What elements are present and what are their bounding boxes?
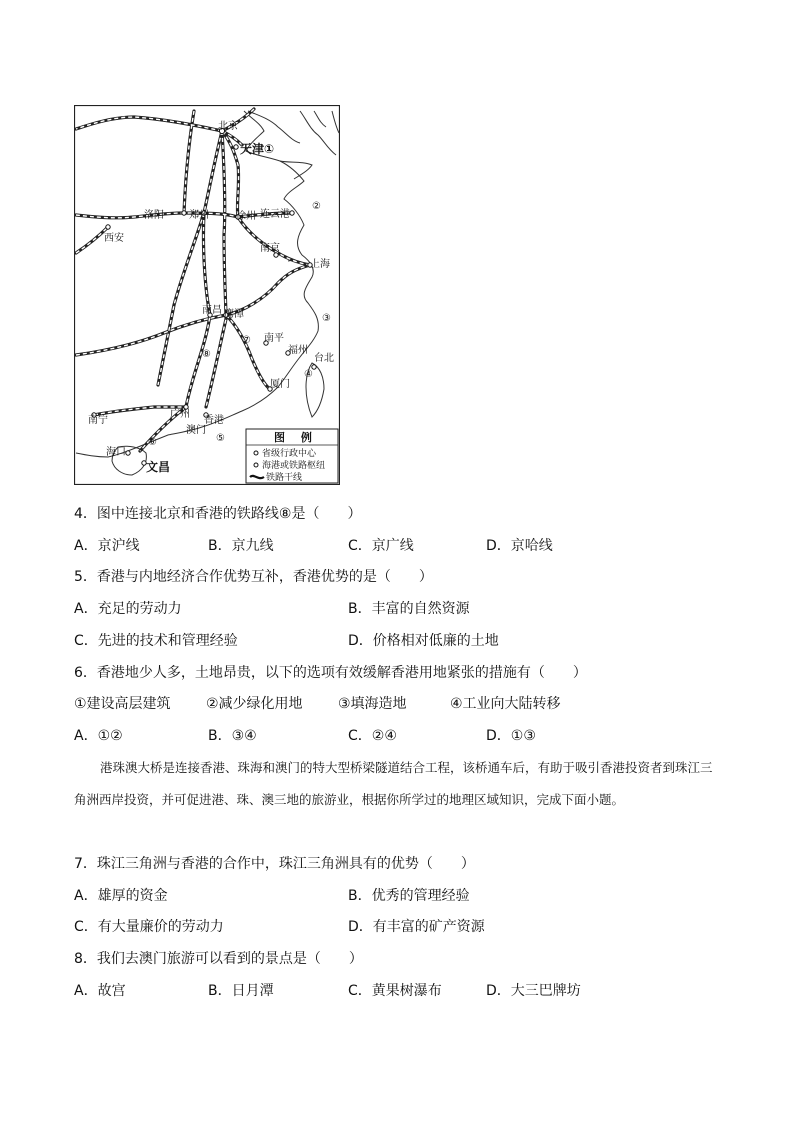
label-wenchang: 文昌 (146, 460, 171, 474)
label-zhengzhou: 郑州 (189, 210, 209, 221)
q6-choice-2: ②减少绿化用地 (206, 696, 303, 712)
q4-option-d: D．京哈线 (486, 538, 553, 554)
q8-option-a: A．故宫 (74, 983, 126, 999)
marker-4: ④ (304, 369, 313, 380)
label-xian: 西安 (104, 233, 124, 244)
q5-option-d: D．价格相对低廉的土地 (348, 633, 499, 649)
question-7-stem: 7．珠江三角洲与香港的合作中，珠江三角洲具有的优势（ ） (74, 856, 475, 872)
label-xuzhou: 徐州 (236, 211, 256, 222)
marker-6: ⑥ (148, 437, 157, 448)
reading-passage: 港珠澳大桥是连接香港、珠海和澳门的特大型桥梁隧道结合工程，该桥通车后，有助于吸引香港投资者到珠江三角洲西岸投资，并可促进港、珠、澳三地的旅游业，根据你所学过的地理区域知识，完成下面小题。 (74, 760, 713, 807)
q5-option-c: C．先进的技术和管理经验 (74, 633, 238, 649)
marker-7: ⑦ (242, 335, 251, 346)
q7-option-b: B．优秀的管理经验 (348, 888, 470, 904)
railway-map-svg (74, 105, 340, 485)
q6-option-c: C．②④ (348, 728, 397, 744)
question-6-stem: 6．香港地少人多，土地昂贵，以下的选项有效缓解香港用地紧张的措施有（ ） (74, 665, 587, 681)
label-nanping: 南平 (264, 333, 284, 344)
q7-option-c: C．有大量廉价的劳动力 (74, 919, 224, 935)
q6-option-b: B．③④ (208, 728, 257, 744)
q4-option-a: A．京沪线 (74, 538, 140, 554)
label-nanchang: 南昌 (202, 305, 222, 316)
q7-option-d: D．有丰富的矿产资源 (348, 919, 485, 935)
q6-choice-1: ①建设高层建筑 (74, 696, 171, 712)
label-xiamen: 厦门 (270, 379, 290, 390)
legend-title: 图 例 (274, 431, 318, 444)
label-aomen: 澳门 (186, 425, 206, 436)
label-fuzhou: 福州 (288, 345, 308, 356)
q4-option-b: B．京九线 (208, 538, 274, 554)
legend-item-capital: 省级行政中心 (262, 449, 317, 459)
marker-2: ② (312, 201, 321, 212)
marker-3: ③ (322, 313, 331, 324)
q6-option-a: A．①② (74, 728, 123, 744)
q6-choice-3: ③填海造地 (338, 696, 407, 712)
question-4-stem: 4．图中连接北京和香港的铁路线⑧是（ ） (74, 506, 362, 522)
marker-5: ⑤ (216, 433, 225, 444)
question-8-stem: 8．我们去澳门旅游可以看到的景点是（ ） (74, 951, 363, 967)
label-haikou: 海口 (106, 447, 126, 458)
q8-option-d: D．大三巴牌坊 (486, 983, 581, 999)
label-beijing: 北京 (218, 121, 238, 132)
label-yingtan: 鹰潭 (224, 309, 244, 320)
q4-option-c: C．京广线 (348, 538, 414, 554)
legend-item-port: 海港或铁路枢纽 (262, 461, 326, 471)
label-xianggang: 香港 (204, 415, 224, 426)
q5-option-b: B．丰富的自然资源 (348, 601, 470, 617)
label-tianjin: 天津① (240, 142, 275, 156)
label-taibei: 台北 (314, 353, 334, 364)
label-shanghai: 上海 (310, 259, 330, 270)
q8-option-b: B．日月潭 (208, 983, 274, 999)
marker-8: ⑧ (202, 349, 211, 360)
label-nanjing: 南京 (260, 243, 280, 254)
question-5-stem: 5．香港与内地经济合作优势互补，香港优势的是（ ） (74, 569, 433, 585)
q6-option-d: D．①③ (486, 728, 536, 744)
label-luoyang: 洛阳 (144, 210, 164, 221)
label-lianyungang: 连云港 (260, 209, 290, 220)
q8-option-c: C．黄果树瀑布 (348, 983, 442, 999)
label-nanning: 南宁 (88, 415, 108, 426)
legend-item-railway: 铁路干线 (266, 473, 303, 483)
label-guangzhou: 广州 (170, 409, 190, 420)
q6-choice-4: ④工业向大陆转移 (450, 696, 561, 712)
q7-option-a: A．雄厚的资金 (74, 888, 168, 904)
map-legend (246, 429, 338, 483)
q5-option-a: A．充足的劳动力 (74, 601, 182, 617)
railway-map (74, 105, 340, 485)
